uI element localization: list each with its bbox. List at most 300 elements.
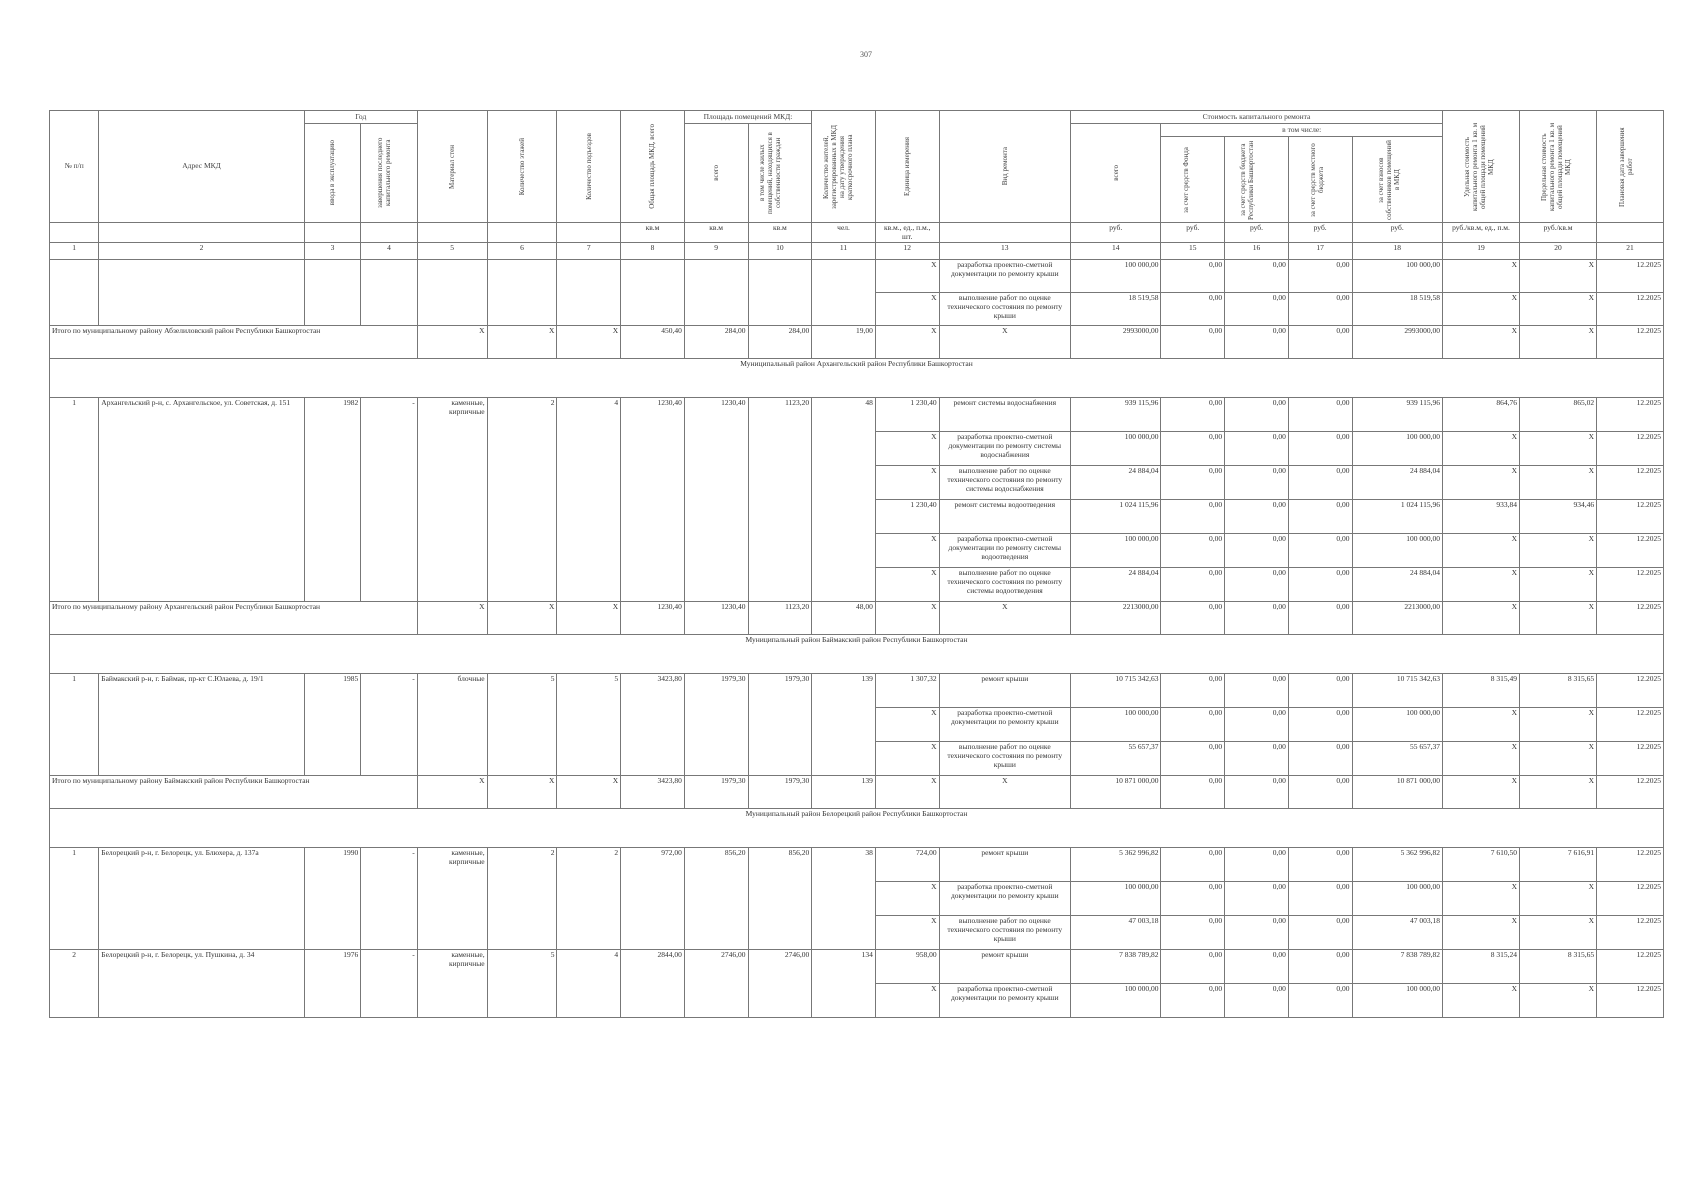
repair-type-cell: выполнение работ по оценке технического состояния по ремонту системы водоснабжения: [939, 466, 1070, 500]
unit-cost-cell: 7 610,50: [1442, 848, 1519, 882]
cost-fund-cell: 0,00: [1161, 742, 1225, 776]
cost-total-cell: 5 362 996,82: [1071, 848, 1161, 882]
hdr-total-area: Общая площадь МКД, всего: [621, 111, 685, 223]
cost-owners-cell: 24 884,04: [1352, 568, 1442, 602]
table-cell: 1230,40: [684, 602, 748, 635]
unit-rub: руб.: [1161, 223, 1225, 243]
floors-cell: 2: [487, 848, 557, 950]
unit-cost-cell: 933,84: [1442, 500, 1519, 534]
table-cell: X: [557, 602, 621, 635]
cost-local-cell: 0,00: [1288, 950, 1352, 984]
unit-cell: X: [875, 568, 939, 602]
repair-type-cell: X: [939, 326, 1070, 359]
cost-local-cell: 0,00: [1288, 398, 1352, 432]
cost-total-cell: 7 838 789,82: [1071, 950, 1161, 984]
cost-total-cell: 24 884,04: [1071, 466, 1161, 500]
column-index-cell: 5: [417, 243, 487, 260]
table-cell: X: [557, 326, 621, 359]
deadline-cell: 12.2025: [1597, 432, 1664, 466]
cost-owners-cell: 2993000,00: [1352, 326, 1442, 359]
table-row: [50, 950, 1664, 984]
row-number-cell: 1: [50, 398, 99, 602]
cost-owners-cell: 2213000,00: [1352, 602, 1442, 635]
year-commission-cell: 1976: [304, 950, 361, 1018]
unit-cell: X: [875, 602, 939, 635]
cost-republic-cell: 0,00: [1225, 466, 1289, 500]
table-cell: 284,00: [684, 326, 748, 359]
column-index-cell: 1: [50, 243, 99, 260]
unit-cell: X: [875, 326, 939, 359]
cost-local-cell: 0,00: [1288, 742, 1352, 776]
unit-cell: X: [875, 742, 939, 776]
cost-republic-cell: 0,00: [1225, 260, 1289, 293]
unit-cell: 724,00: [875, 848, 939, 882]
column-index-cell: 6: [487, 243, 557, 260]
capital-repair-table: [49, 110, 1664, 1018]
district-heading-row: [50, 809, 1664, 848]
max-cost-cell: X: [1520, 984, 1597, 1018]
residential-area-cell: 1123,20: [748, 398, 812, 602]
district-heading-row: [50, 359, 1664, 398]
unit-rub-per: руб./кв.м, ед., п.м.: [1442, 223, 1519, 243]
max-cost-cell: X: [1520, 466, 1597, 500]
column-index-cell: 10: [748, 243, 812, 260]
table-cell: X: [487, 602, 557, 635]
cost-owners-cell: 100 000,00: [1352, 882, 1442, 916]
cost-fund-cell: 0,00: [1161, 326, 1225, 359]
cost-owners-cell: 1 024 115,96: [1352, 500, 1442, 534]
table-cell: X: [487, 776, 557, 809]
unit-kvm: кв.м: [684, 223, 748, 243]
cost-total-cell: 18 519,58: [1071, 293, 1161, 326]
premises-area-cell: 1230,40: [684, 398, 748, 602]
unit-rub: руб.: [1225, 223, 1289, 243]
column-index-cell: 19: [1442, 243, 1519, 260]
cost-total-cell: 24 884,04: [1071, 568, 1161, 602]
hdr-premises-area: Площадь помещений МКД:: [684, 111, 811, 124]
hdr-incl: в том числе:: [1161, 124, 1443, 137]
unit-rub: руб.: [1352, 223, 1442, 243]
table-row: [50, 674, 1664, 708]
repair-type-cell: X: [939, 776, 1070, 809]
column-index-cell: 18: [1352, 243, 1442, 260]
cost-fund-cell: 0,00: [1161, 534, 1225, 568]
hdr-owners: за счет взносов собственников помещений в МКД: [1352, 137, 1442, 223]
empty-cell: [621, 260, 685, 326]
empty-cell: [99, 260, 304, 326]
year-commission-cell: 1990: [304, 848, 361, 950]
residential-area-cell: 856,20: [748, 848, 812, 950]
unit-cell: X: [875, 882, 939, 916]
table-header: [50, 111, 1664, 260]
column-index-row: [50, 243, 1664, 260]
subtotal-label: Итого по муниципальному району Архангельский район Республики Башкортостан: [50, 602, 418, 635]
cost-republic-cell: 0,00: [1225, 500, 1289, 534]
max-cost-cell: X: [1520, 260, 1597, 293]
table-row: [50, 260, 1664, 293]
empty-cell: [557, 260, 621, 326]
cost-owners-cell: 7 838 789,82: [1352, 950, 1442, 984]
entrances-cell: 4: [557, 950, 621, 1018]
repair-type-cell: выполнение работ по оценке технического состояния по ремонту системы водоотведения: [939, 568, 1070, 602]
column-index-cell: 11: [812, 243, 876, 260]
table-cell: X: [557, 776, 621, 809]
empty-cell: [304, 260, 361, 326]
max-cost-cell: X: [1520, 708, 1597, 742]
deadline-cell: 12.2025: [1597, 466, 1664, 500]
cost-total-cell: 2993000,00: [1071, 326, 1161, 359]
subtotal-row: [50, 326, 1664, 359]
cost-total-cell: 100 000,00: [1071, 534, 1161, 568]
deadline-cell: 12.2025: [1597, 742, 1664, 776]
hdr-deadline: Плановая дата завершения работ: [1597, 111, 1664, 223]
column-index-cell: 2: [99, 243, 304, 260]
row-number-cell: 1: [50, 674, 99, 776]
max-cost-cell: X: [1520, 602, 1597, 635]
max-cost-cell: X: [1520, 776, 1597, 809]
deadline-cell: 12.2025: [1597, 916, 1664, 950]
unit-cost-cell: X: [1442, 293, 1519, 326]
cost-fund-cell: 0,00: [1161, 984, 1225, 1018]
column-index-cell: 15: [1161, 243, 1225, 260]
cost-local-cell: 0,00: [1288, 776, 1352, 809]
deadline-cell: 12.2025: [1597, 848, 1664, 882]
hdr-residents: Количество жителей, зарегистрированных в МКД на дату утверждения краткосрочного плана: [812, 111, 876, 223]
hdr-cost-total: всего: [1071, 124, 1161, 223]
cost-local-cell: 0,00: [1288, 293, 1352, 326]
max-cost-cell: X: [1520, 568, 1597, 602]
repair-type-cell: разработка проектно-сметной документации по ремонту системы водоотведения: [939, 534, 1070, 568]
hdr-year: Год: [304, 111, 417, 124]
unit-cost-cell: 864,76: [1442, 398, 1519, 432]
premises-area-cell: 856,20: [684, 848, 748, 950]
district-heading-row: [50, 635, 1664, 674]
table-cell: X: [417, 776, 487, 809]
max-cost-cell: 865,02: [1520, 398, 1597, 432]
entrances-cell: 5: [557, 674, 621, 776]
unit-cell: X: [875, 466, 939, 500]
max-cost-cell: 8 315,65: [1520, 674, 1597, 708]
address-cell: Баймакский р-н, г. Баймак, пр-кт С.Юлаева, д. 19/1: [99, 674, 304, 776]
repair-type-cell: ремонт крыши: [939, 674, 1070, 708]
cost-fund-cell: 0,00: [1161, 466, 1225, 500]
total-area-cell: 3423,80: [621, 674, 685, 776]
unit-cost-cell: 8 315,24: [1442, 950, 1519, 984]
district-heading: Муниципальный район Архангельский район Республики Башкортостан: [50, 359, 1664, 398]
table-cell: 1979,30: [684, 776, 748, 809]
table-cell: X: [487, 326, 557, 359]
repair-type-cell: разработка проектно-сметной документации по ремонту системы водоснабжения: [939, 432, 1070, 466]
unit-cost-cell: X: [1442, 882, 1519, 916]
deadline-cell: 12.2025: [1597, 950, 1664, 984]
empty-cell: [748, 260, 812, 326]
floors-cell: 5: [487, 950, 557, 1018]
table-cell: X: [417, 602, 487, 635]
cost-republic-cell: 0,00: [1225, 848, 1289, 882]
unit-cost-cell: X: [1442, 916, 1519, 950]
deadline-cell: 12.2025: [1597, 984, 1664, 1018]
repair-type-cell: выполнение работ по оценке технического состояния по ремонту крыши: [939, 293, 1070, 326]
max-cost-cell: X: [1520, 432, 1597, 466]
cost-total-cell: 1 024 115,96: [1071, 500, 1161, 534]
cost-total-cell: 939 115,96: [1071, 398, 1161, 432]
cost-total-cell: 100 000,00: [1071, 260, 1161, 293]
deadline-cell: 12.2025: [1597, 674, 1664, 708]
cost-republic-cell: 0,00: [1225, 674, 1289, 708]
year-last-repair-cell: -: [361, 398, 418, 602]
cost-local-cell: 0,00: [1288, 916, 1352, 950]
cost-local-cell: 0,00: [1288, 674, 1352, 708]
cost-republic-cell: 0,00: [1225, 602, 1289, 635]
cost-owners-cell: 18 519,58: [1352, 293, 1442, 326]
cost-local-cell: 0,00: [1288, 984, 1352, 1018]
cost-fund-cell: 0,00: [1161, 916, 1225, 950]
deadline-cell: 12.2025: [1597, 398, 1664, 432]
unit-cost-cell: X: [1442, 568, 1519, 602]
repair-type-cell: разработка проектно-сметной документации по ремонту крыши: [939, 882, 1070, 916]
unit-cell: X: [875, 260, 939, 293]
hdr-unit-cost: Удельная стоимость капитального ремонта 1 кв. м общей площади помещений МКД: [1442, 111, 1519, 223]
cost-local-cell: 0,00: [1288, 326, 1352, 359]
table-cell: 1123,20: [748, 602, 812, 635]
row-number-cell: 1: [50, 848, 99, 950]
unit-cost-cell: X: [1442, 776, 1519, 809]
deadline-cell: 12.2025: [1597, 882, 1664, 916]
cost-owners-cell: 100 000,00: [1352, 432, 1442, 466]
cost-republic-cell: 0,00: [1225, 742, 1289, 776]
cost-local-cell: 0,00: [1288, 602, 1352, 635]
cost-fund-cell: 0,00: [1161, 500, 1225, 534]
table-cell: 1230,40: [621, 602, 685, 635]
floors-cell: 2: [487, 398, 557, 602]
subtotal-row: [50, 776, 1664, 809]
deadline-cell: 12.2025: [1597, 500, 1664, 534]
hdr-cost: Стоимость капитального ремонта: [1071, 111, 1443, 124]
cost-owners-cell: 5 362 996,82: [1352, 848, 1442, 882]
repair-type-cell: разработка проектно-сметной документации по ремонту крыши: [939, 708, 1070, 742]
deadline-cell: 12.2025: [1597, 326, 1664, 359]
unit-kvm: кв.м: [748, 223, 812, 243]
cost-republic-cell: 0,00: [1225, 568, 1289, 602]
column-index-cell: 12: [875, 243, 939, 260]
unit-rub-kvm: руб./кв.м: [1520, 223, 1597, 243]
cost-fund-cell: 0,00: [1161, 882, 1225, 916]
unit-cost-cell: X: [1442, 260, 1519, 293]
unit-cell: X: [875, 916, 939, 950]
deadline-cell: 12.2025: [1597, 602, 1664, 635]
address-cell: Белорецкий р-н, г. Белорецк, ул. Пушкина, д. 34: [99, 950, 304, 1018]
hdr-local: за счет средств местного бюджета: [1288, 137, 1352, 223]
cost-owners-cell: 100 000,00: [1352, 260, 1442, 293]
subtotal-row: [50, 602, 1664, 635]
empty-cell: [361, 260, 418, 326]
max-cost-cell: X: [1520, 293, 1597, 326]
repair-type-cell: ремонт крыши: [939, 848, 1070, 882]
cost-total-cell: 100 000,00: [1071, 432, 1161, 466]
empty-cell: [50, 260, 99, 326]
unit-cell: 1 307,32: [875, 674, 939, 708]
hdr-num: № п/п: [50, 111, 99, 223]
cost-owners-cell: 55 657,37: [1352, 742, 1442, 776]
total-area-cell: 972,00: [621, 848, 685, 950]
repair-type-cell: разработка проектно-сметной документации по ремонту крыши: [939, 984, 1070, 1018]
unit-cost-cell: X: [1442, 534, 1519, 568]
unit-cell: 1 230,40: [875, 500, 939, 534]
unit-cell: 1 230,40: [875, 398, 939, 432]
deadline-cell: 12.2025: [1597, 568, 1664, 602]
cost-total-cell: 100 000,00: [1071, 708, 1161, 742]
column-index-cell: 14: [1071, 243, 1161, 260]
deadline-cell: 12.2025: [1597, 260, 1664, 293]
cost-owners-cell: 939 115,96: [1352, 398, 1442, 432]
table-body: [50, 260, 1664, 1018]
row-number-cell: 2: [50, 950, 99, 1018]
unit-cost-cell: 8 315,49: [1442, 674, 1519, 708]
premises-area-cell: 2746,00: [684, 950, 748, 1018]
column-index-cell: 17: [1288, 243, 1352, 260]
hdr-unit: Единица измерения: [875, 111, 939, 223]
cost-total-cell: 47 003,18: [1071, 916, 1161, 950]
repair-type-cell: разработка проектно-сметной документации по ремонту крыши: [939, 260, 1070, 293]
unit-chel: чел.: [812, 223, 876, 243]
column-index-cell: 3: [304, 243, 361, 260]
hdr-wall: Материал стен: [417, 111, 487, 223]
max-cost-cell: X: [1520, 534, 1597, 568]
hdr-fund: за счет средств Фонда: [1161, 137, 1225, 223]
column-index-cell: 7: [557, 243, 621, 260]
unit-cell: X: [875, 708, 939, 742]
cost-owners-cell: 47 003,18: [1352, 916, 1442, 950]
wall-material-cell: блочные: [417, 674, 487, 776]
residents-cell: 48: [812, 398, 876, 602]
cost-republic-cell: 0,00: [1225, 708, 1289, 742]
cost-total-cell: 55 657,37: [1071, 742, 1161, 776]
cost-republic-cell: 0,00: [1225, 882, 1289, 916]
cost-republic-cell: 0,00: [1225, 984, 1289, 1018]
cost-local-cell: 0,00: [1288, 500, 1352, 534]
table-cell: 48,00: [812, 602, 876, 635]
hdr-area-all: всего: [684, 124, 748, 223]
max-cost-cell: 8 315,65: [1520, 950, 1597, 984]
residents-cell: 139: [812, 674, 876, 776]
table-cell: 19,00: [812, 326, 876, 359]
unit-cost-cell: X: [1442, 708, 1519, 742]
cost-owners-cell: 10 715 342,63: [1352, 674, 1442, 708]
cost-fund-cell: 0,00: [1161, 260, 1225, 293]
repair-type-cell: ремонт системы водоснабжения: [939, 398, 1070, 432]
cost-fund-cell: 0,00: [1161, 568, 1225, 602]
year-last-repair-cell: -: [361, 950, 418, 1018]
cost-fund-cell: 0,00: [1161, 602, 1225, 635]
column-index-cell: 21: [1597, 243, 1664, 260]
cost-owners-cell: 100 000,00: [1352, 984, 1442, 1018]
cost-owners-cell: 100 000,00: [1352, 534, 1442, 568]
cost-total-cell: 2213000,00: [1071, 602, 1161, 635]
cost-republic-cell: 0,00: [1225, 293, 1289, 326]
cost-owners-cell: 24 884,04: [1352, 466, 1442, 500]
residents-cell: 134: [812, 950, 876, 1018]
entrances-cell: 4: [557, 398, 621, 602]
unit-cost-cell: X: [1442, 984, 1519, 1018]
max-cost-cell: 7 616,91: [1520, 848, 1597, 882]
cost-total-cell: 10 715 342,63: [1071, 674, 1161, 708]
cost-fund-cell: 0,00: [1161, 674, 1225, 708]
unit-cell: X: [875, 293, 939, 326]
hdr-floors: Количество этажей: [487, 111, 557, 223]
residents-cell: 38: [812, 848, 876, 950]
unit-cost-cell: X: [1442, 602, 1519, 635]
hdr-republic: за счет средств бюджета Республики Башкортостан: [1225, 137, 1289, 223]
cost-republic-cell: 0,00: [1225, 534, 1289, 568]
floors-cell: 5: [487, 674, 557, 776]
hdr-area-residential: в том числе жилых помещений, находящихся в собственности граждан: [748, 124, 812, 223]
column-index-cell: 16: [1225, 243, 1289, 260]
unit-cell: X: [875, 776, 939, 809]
year-commission-cell: 1982: [304, 398, 361, 602]
table-cell: 1979,30: [748, 776, 812, 809]
cost-fund-cell: 0,00: [1161, 708, 1225, 742]
column-index-cell: 8: [621, 243, 685, 260]
unit-cost-cell: X: [1442, 742, 1519, 776]
empty-cell: [684, 260, 748, 326]
entrances-cell: 2: [557, 848, 621, 950]
premises-area-cell: 1979,30: [684, 674, 748, 776]
hdr-year-commission: ввода в эксплуатацию: [304, 124, 361, 223]
hdr-max-cost: Предельная стоимость капитального ремонта 1 кв. м общей площади помещений МКД: [1520, 111, 1597, 223]
unit-cell: X: [875, 534, 939, 568]
cost-republic-cell: 0,00: [1225, 916, 1289, 950]
table-cell: 284,00: [748, 326, 812, 359]
hdr-entrances: Количество подъездов: [557, 111, 621, 223]
table-row: [50, 848, 1664, 882]
cost-fund-cell: 0,00: [1161, 848, 1225, 882]
cost-owners-cell: 10 871 000,00: [1352, 776, 1442, 809]
total-area-cell: 2844,00: [621, 950, 685, 1018]
subtotal-label: Итого по муниципальному району Абзелиловский район Республики Башкортостан: [50, 326, 418, 359]
cost-total-cell: 100 000,00: [1071, 984, 1161, 1018]
cost-fund-cell: 0,00: [1161, 432, 1225, 466]
unit-cell: X: [875, 984, 939, 1018]
max-cost-cell: X: [1520, 916, 1597, 950]
cost-local-cell: 0,00: [1288, 534, 1352, 568]
cost-local-cell: 0,00: [1288, 708, 1352, 742]
unit-cell: X: [875, 432, 939, 466]
unit-cost-cell: X: [1442, 432, 1519, 466]
year-last-repair-cell: -: [361, 848, 418, 950]
cost-total-cell: 10 871 000,00: [1071, 776, 1161, 809]
table-cell: X: [417, 326, 487, 359]
total-area-cell: 1230,40: [621, 398, 685, 602]
wall-material-cell: каменные, кирпичные: [417, 848, 487, 950]
subtotal-label: Итого по муниципальному району Баймакский район Республики Башкортостан: [50, 776, 418, 809]
cost-fund-cell: 0,00: [1161, 398, 1225, 432]
year-last-repair-cell: -: [361, 674, 418, 776]
wall-material-cell: каменные, кирпичные: [417, 398, 487, 602]
cost-local-cell: 0,00: [1288, 848, 1352, 882]
table-cell: 3423,80: [621, 776, 685, 809]
cost-local-cell: 0,00: [1288, 882, 1352, 916]
hdr-year-last-repair: завершения последнего капитального ремонта: [361, 124, 418, 223]
max-cost-cell: X: [1520, 326, 1597, 359]
cost-local-cell: 0,00: [1288, 260, 1352, 293]
cost-owners-cell: 100 000,00: [1352, 708, 1442, 742]
empty-cell: [812, 260, 876, 326]
unit-cost-cell: X: [1442, 326, 1519, 359]
deadline-cell: 12.2025: [1597, 293, 1664, 326]
cost-republic-cell: 0,00: [1225, 950, 1289, 984]
unit-rub: руб.: [1288, 223, 1352, 243]
unit-rub: руб.: [1071, 223, 1161, 243]
